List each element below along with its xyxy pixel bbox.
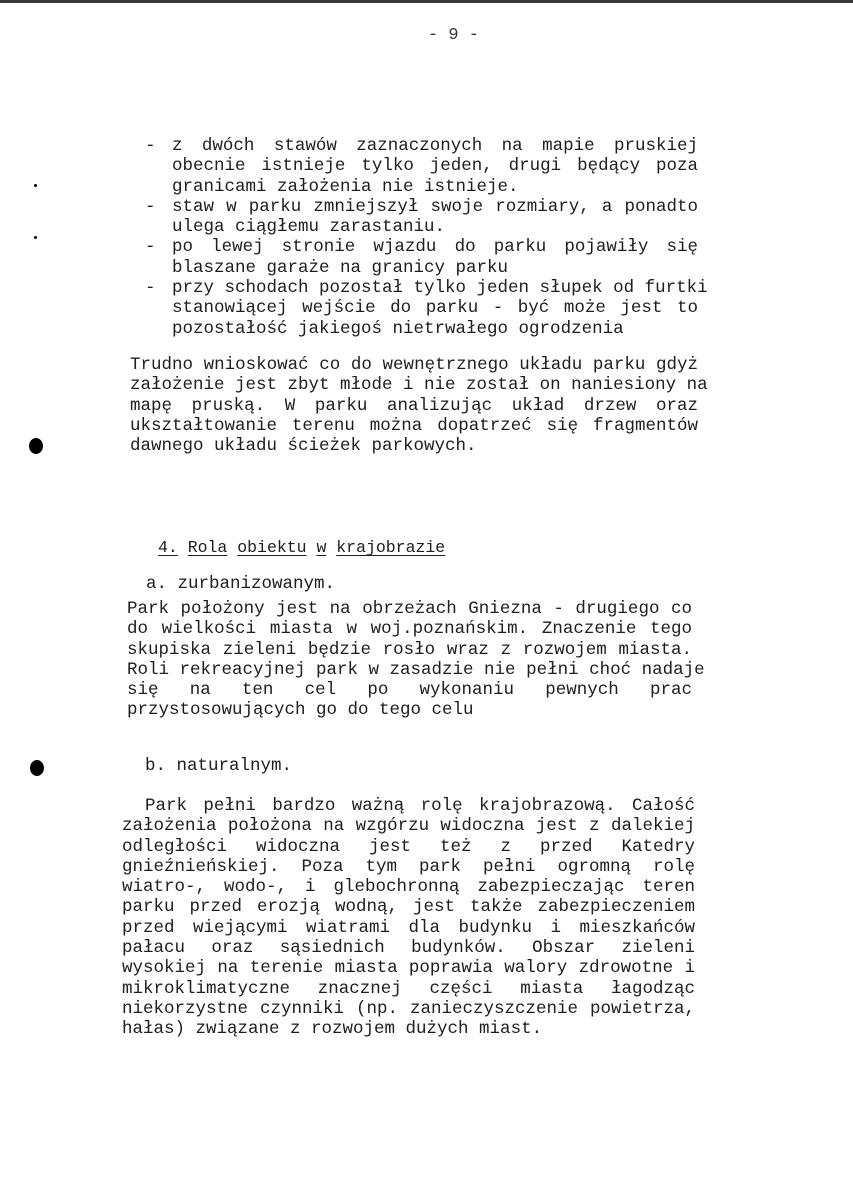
text-line: skupiska zieleni będzie rosło wraz z rozwojem miasta. — [127, 639, 692, 660]
text-line: hałas) związane z rozwojem dużych miast. — [122, 1019, 543, 1040]
bullet-dash: - — [145, 237, 156, 258]
section-heading: 4. Rola obiektu w krajobrazie — [158, 538, 446, 557]
text-line: pałacu oraz sąsiednich budynków. Obszar zieleni — [122, 938, 695, 959]
text-line: obecnie istnieje tylko jeden, drugi będący poza — [172, 156, 698, 177]
text-line: staw w parku zmniejszył swoje rozmiary, a ponadto — [172, 196, 698, 217]
text-line: wysokiej na terenie miasta poprawia walory zdrowotne i — [122, 958, 695, 979]
speck-mark — [34, 236, 37, 239]
text-line: stanowiącej wejście do parku - być może jest to — [172, 298, 698, 319]
text-line: się na ten cel po wykonaniu pewnych prac — [127, 680, 692, 701]
text-line: założenie jest zbyt młode i nie został on naniesiony na — [130, 375, 708, 396]
heading-number: 4. — [158, 538, 178, 557]
text-line: ulega ciągłemu zarastaniu. — [172, 217, 446, 238]
text-line: założenia położona na wzgórzu widoczna jest z dalekiej — [122, 816, 695, 837]
bullet-dash: - — [145, 278, 156, 299]
text-line: wiatro-, wodo-, i glebochronną zabezpieczając teren — [122, 877, 695, 898]
text-line: mapę pruską. W parku analizując układ drzew oraz — [130, 395, 698, 416]
text-line: granicami założenia nie istnieje. — [172, 176, 519, 197]
paragraph-b — [122, 796, 695, 1040]
text-line: przy schodach pozostał tylko jeden słupek od furtki — [172, 278, 708, 299]
subsection-a-label: a. zurbanizowanym. — [146, 574, 336, 594]
list-item — [145, 136, 698, 197]
punch-hole-mark — [29, 438, 43, 454]
text-line: pozostałość jakiegoś nietrwałego ogrodzenia — [172, 318, 624, 339]
speck-mark — [34, 184, 37, 187]
text-line: Park pełni bardzo ważną rolę krajobrazową. Całość — [145, 796, 695, 816]
text-line: Roli rekreacyjnej park w zasadzie nie pełni choć nadaje — [127, 659, 705, 680]
text-line: odległości widoczna jest też z przed Katedry — [122, 836, 695, 857]
bullet-list — [145, 136, 708, 339]
list-item — [145, 237, 698, 278]
bullet-dash: - — [145, 196, 156, 217]
text-line: z dwóch stawów zaznaczonych na mapie pruskiej — [172, 136, 698, 156]
page-number: - 9 - — [428, 26, 480, 45]
text-line: blaszane garaże na granicy parku — [172, 257, 509, 278]
scan-edge — [0, 0, 853, 3]
text-line: dawnego układu ścieżek parkowych. — [130, 436, 477, 457]
text-line: przystosowujących go do tego celu — [127, 700, 474, 721]
paragraph — [130, 355, 708, 457]
paragraph-a — [127, 599, 705, 721]
text-line: po lewej stronie wjazdu do parku pojawiły się — [172, 237, 698, 258]
text-line: Park położony jest na obrzeżach Gniezna - drugiego co — [127, 599, 692, 619]
list-item — [145, 196, 698, 238]
punch-hole-mark — [30, 760, 44, 776]
text-line: parku przed erozją wodną, jest także zabezpieczeniem — [122, 897, 695, 918]
text-line: Trudno wnioskować co do wewnętrznego układu parku gdyż — [130, 355, 698, 375]
bullet-dash: - — [145, 136, 156, 156]
text-line: mikroklimatyczne znacznej części miasta łagodząc — [122, 978, 695, 999]
text-line: gnieźnieńskiej. Poza tym park pełni ogromną rolę — [122, 856, 695, 877]
text-line: do wielkości miasta w woj.poznańskim. Znaczenie tego — [127, 619, 692, 640]
list-item — [145, 278, 708, 339]
subsection-b-label: b. naturalnym. — [145, 756, 293, 776]
text-line: przed wiejącymi wiatrami dla budynku i mieszkańców — [122, 917, 695, 938]
text-line: niekorzystne czynniki (np. zanieczyszczenie powietrza, — [122, 998, 695, 1019]
text-line: ukształtowanie terenu można dopatrzeć się fragmentów — [130, 415, 698, 436]
